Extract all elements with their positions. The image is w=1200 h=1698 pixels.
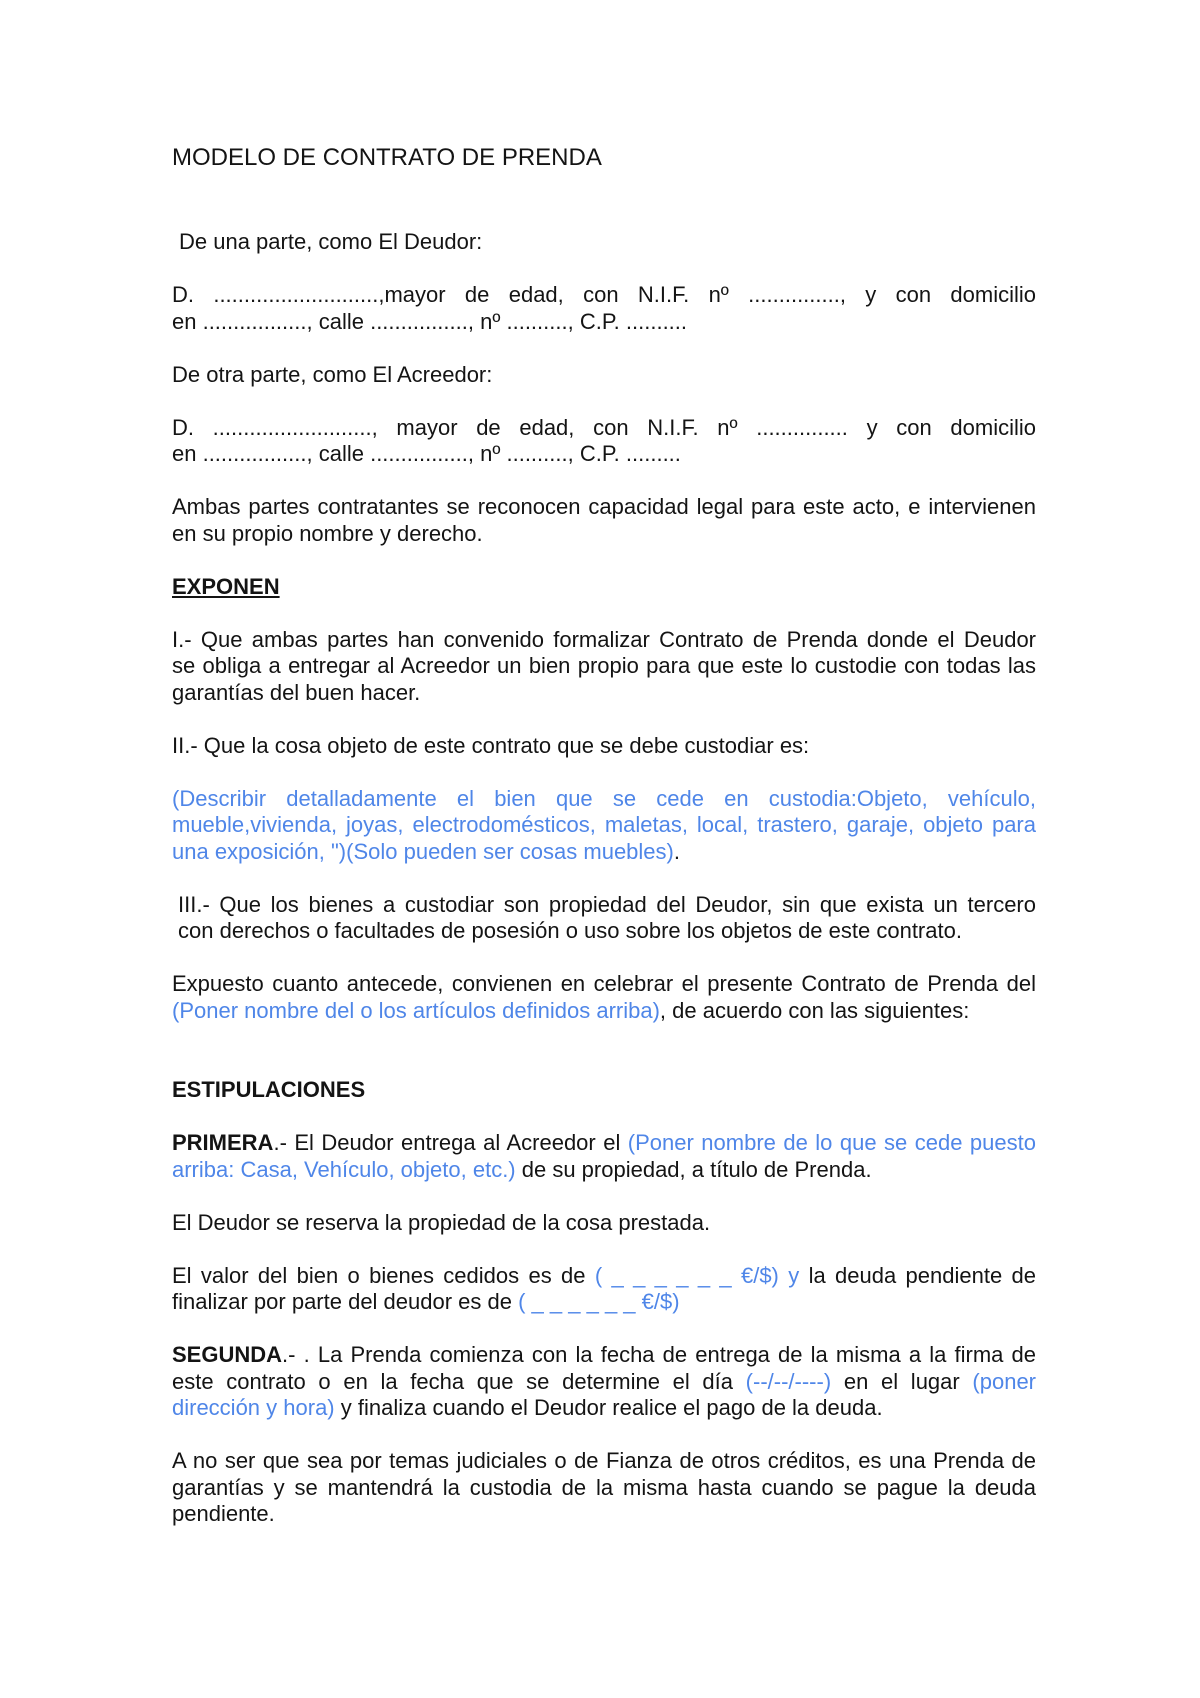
descripcion-bien-paragraph <box>172 786 1036 866</box>
text-line <box>172 1395 1036 1422</box>
placeholder-text: una exposición, ")(Solo pueden ser cosas muebles) <box>172 838 674 864</box>
body-text: en el lugar <box>831 1368 973 1394</box>
placeholder-text: ( _ _ _ _ _ _ €/$) <box>518 1289 680 1314</box>
body-text: Expuesto cuanto antecede, convienen en celebrar el presente Contrato de Prenda del <box>172 971 1036 996</box>
body-text: con derechos o facultades de posesión o uso sobre los objetos de este contrato. <box>178 918 962 943</box>
body-text: , de acuerdo con las siguientes: <box>659 997 970 1023</box>
body-text: finalizar por parte del deudor es de <box>172 1289 519 1314</box>
text-line <box>172 971 1036 998</box>
placeholder-text: (Describir detalladamente el bien que se cede en custodia:Objeto, vehículo, <box>172 785 1036 811</box>
placeholder-text: mueble,vivienda, joyas, electrodomésticos, maletas, local, trastero, garaje, objeto para <box>172 812 1036 837</box>
text-line <box>172 1130 1036 1157</box>
body-text: II.- Que la cosa objeto de este contrato que se debe custodiar es: <box>172 732 810 758</box>
section-heading: EXPONEN <box>172 573 280 599</box>
body-text: en su propio nombre y derecho. <box>172 520 483 546</box>
text-line <box>172 733 1036 760</box>
text-line <box>178 918 1036 945</box>
text-line <box>172 282 1036 309</box>
body-text: Ambas partes contratantes se reconocen capacidad legal para este acto, e intervienen <box>172 494 1036 519</box>
body-text: de su propiedad, a título de Prenda. <box>515 1156 872 1182</box>
exponen-i-paragraph <box>172 627 1036 707</box>
text-line <box>172 415 1036 442</box>
text-line <box>172 521 1036 548</box>
text-line <box>172 1475 1036 1502</box>
body-text: garantías y se mantendrá la custodia de la misma hasta cuando se pague la deuda <box>172 1474 1036 1500</box>
text-line <box>172 362 1036 389</box>
text-line <box>172 574 1036 601</box>
text-line <box>172 441 1036 468</box>
body-text: en ................., calle ................, nº .........., C.P. ......... <box>172 441 681 466</box>
acreedor-datos-paragraph <box>172 415 1036 468</box>
document-title: MODELO DE CONTRATO DE PRENDA <box>172 144 602 171</box>
text-line <box>172 1077 1036 1104</box>
placeholder-text: (Poner nombre del o los artículos definidos arriba) <box>172 997 660 1023</box>
placeholder-text: (poner <box>972 1368 1036 1394</box>
reserva-propiedad-paragraph <box>172 1210 1036 1237</box>
placeholder-text: ( _ _ _ _ _ _ €/$) y <box>594 1262 800 1288</box>
text-line <box>172 494 1036 521</box>
text-line <box>172 812 1036 839</box>
body-text: se obliga a entregar al Acreedor un bien propio para que este lo custodie con todas las <box>172 653 1036 678</box>
body-text: pendiente. <box>172 1501 275 1526</box>
body-text: la deuda pendiente de <box>799 1262 1037 1288</box>
valor-bien-paragraph <box>172 1263 1036 1316</box>
body-text: De una parte, como El Deudor: <box>179 229 483 254</box>
body-text: A no ser que sea por temas judiciales o de Fianza de otros créditos, es una Prenda de <box>172 1448 1036 1473</box>
body-text: . <box>673 838 680 864</box>
body-text: en ................., calle ................, nº .........., C.P. .......... <box>172 308 688 334</box>
exponen-heading-paragraph <box>172 574 1036 601</box>
clause-label: SEGUNDA <box>172 1342 283 1367</box>
fianza-paragraph <box>172 1448 1036 1528</box>
text-line <box>172 998 1036 1025</box>
text-line <box>172 1448 1036 1475</box>
text-line <box>178 892 1036 919</box>
text-line <box>172 1369 1036 1396</box>
body-text: D. ...........................,mayor de edad, con N.I.F. nº ..............., y con domicilio <box>172 282 1036 307</box>
exponen-ii-paragraph <box>172 733 1036 760</box>
placeholder-text: dirección y hora) <box>172 1395 335 1420</box>
section-heading: ESTIPULACIONES <box>172 1077 366 1102</box>
primera-paragraph <box>172 1130 1036 1183</box>
capacidad-legal-paragraph <box>172 494 1036 547</box>
acreedor-intro-paragraph <box>172 362 1036 389</box>
body-text: III.- Que los bienes a custodiar son propiedad del Deudor, sin que exista un tercero <box>178 891 1036 917</box>
text-line <box>179 229 1036 256</box>
body-text: El Deudor se reserva la propiedad de la cosa prestada. <box>172 1209 711 1235</box>
document-body <box>172 229 1036 1528</box>
placeholder-text: (--/--/----) <box>745 1368 832 1394</box>
body-text: De otra parte, como El Acreedor: <box>172 361 493 387</box>
estipulaciones-heading-paragraph <box>172 1077 1036 1104</box>
placeholder-text: (Poner nombre de lo que se cede puesto <box>627 1130 1036 1155</box>
body-text: garantías del buen hacer. <box>172 679 421 705</box>
body-text: este contrato o en la fecha que se determine el día <box>172 1368 746 1394</box>
text-line <box>172 786 1036 813</box>
text-line <box>172 1501 1036 1528</box>
exponen-iii-paragraph <box>172 892 1036 945</box>
expuesto-antecede-paragraph <box>172 971 1036 1024</box>
body-text: y finaliza cuando el Deudor realice el pago de la deuda. <box>334 1395 883 1420</box>
deudor-intro-paragraph <box>172 229 1036 256</box>
body-text: .- . La Prenda comienza con la fecha de entrega de la misma a la firma de <box>282 1342 1036 1367</box>
segunda-paragraph <box>172 1342 1036 1422</box>
body-text: El valor del bien o bienes cedidos es de <box>172 1262 595 1288</box>
text-line <box>172 680 1036 707</box>
body-text: D. .........................., mayor de edad, con N.I.F. nº ............... y con domicilio <box>172 414 1036 440</box>
text-line <box>172 627 1036 654</box>
clause-label: PRIMERA <box>172 1130 274 1155</box>
deudor-datos-paragraph <box>172 282 1036 335</box>
text-line <box>172 1210 1036 1237</box>
text-line <box>172 839 1036 866</box>
text-line <box>172 1263 1036 1290</box>
text-line <box>172 1289 1036 1316</box>
body-text: .- El Deudor entrega al Acreedor el <box>273 1130 628 1155</box>
text-line <box>172 309 1036 336</box>
text-line <box>172 1342 1036 1369</box>
body-text: I.- Que ambas partes han convenido formalizar Contrato de Prenda donde el Deudor <box>172 626 1036 652</box>
text-line <box>172 653 1036 680</box>
text-line <box>172 1157 1036 1184</box>
placeholder-text: arriba: Casa, Vehículo, objeto, etc.) <box>172 1156 516 1182</box>
